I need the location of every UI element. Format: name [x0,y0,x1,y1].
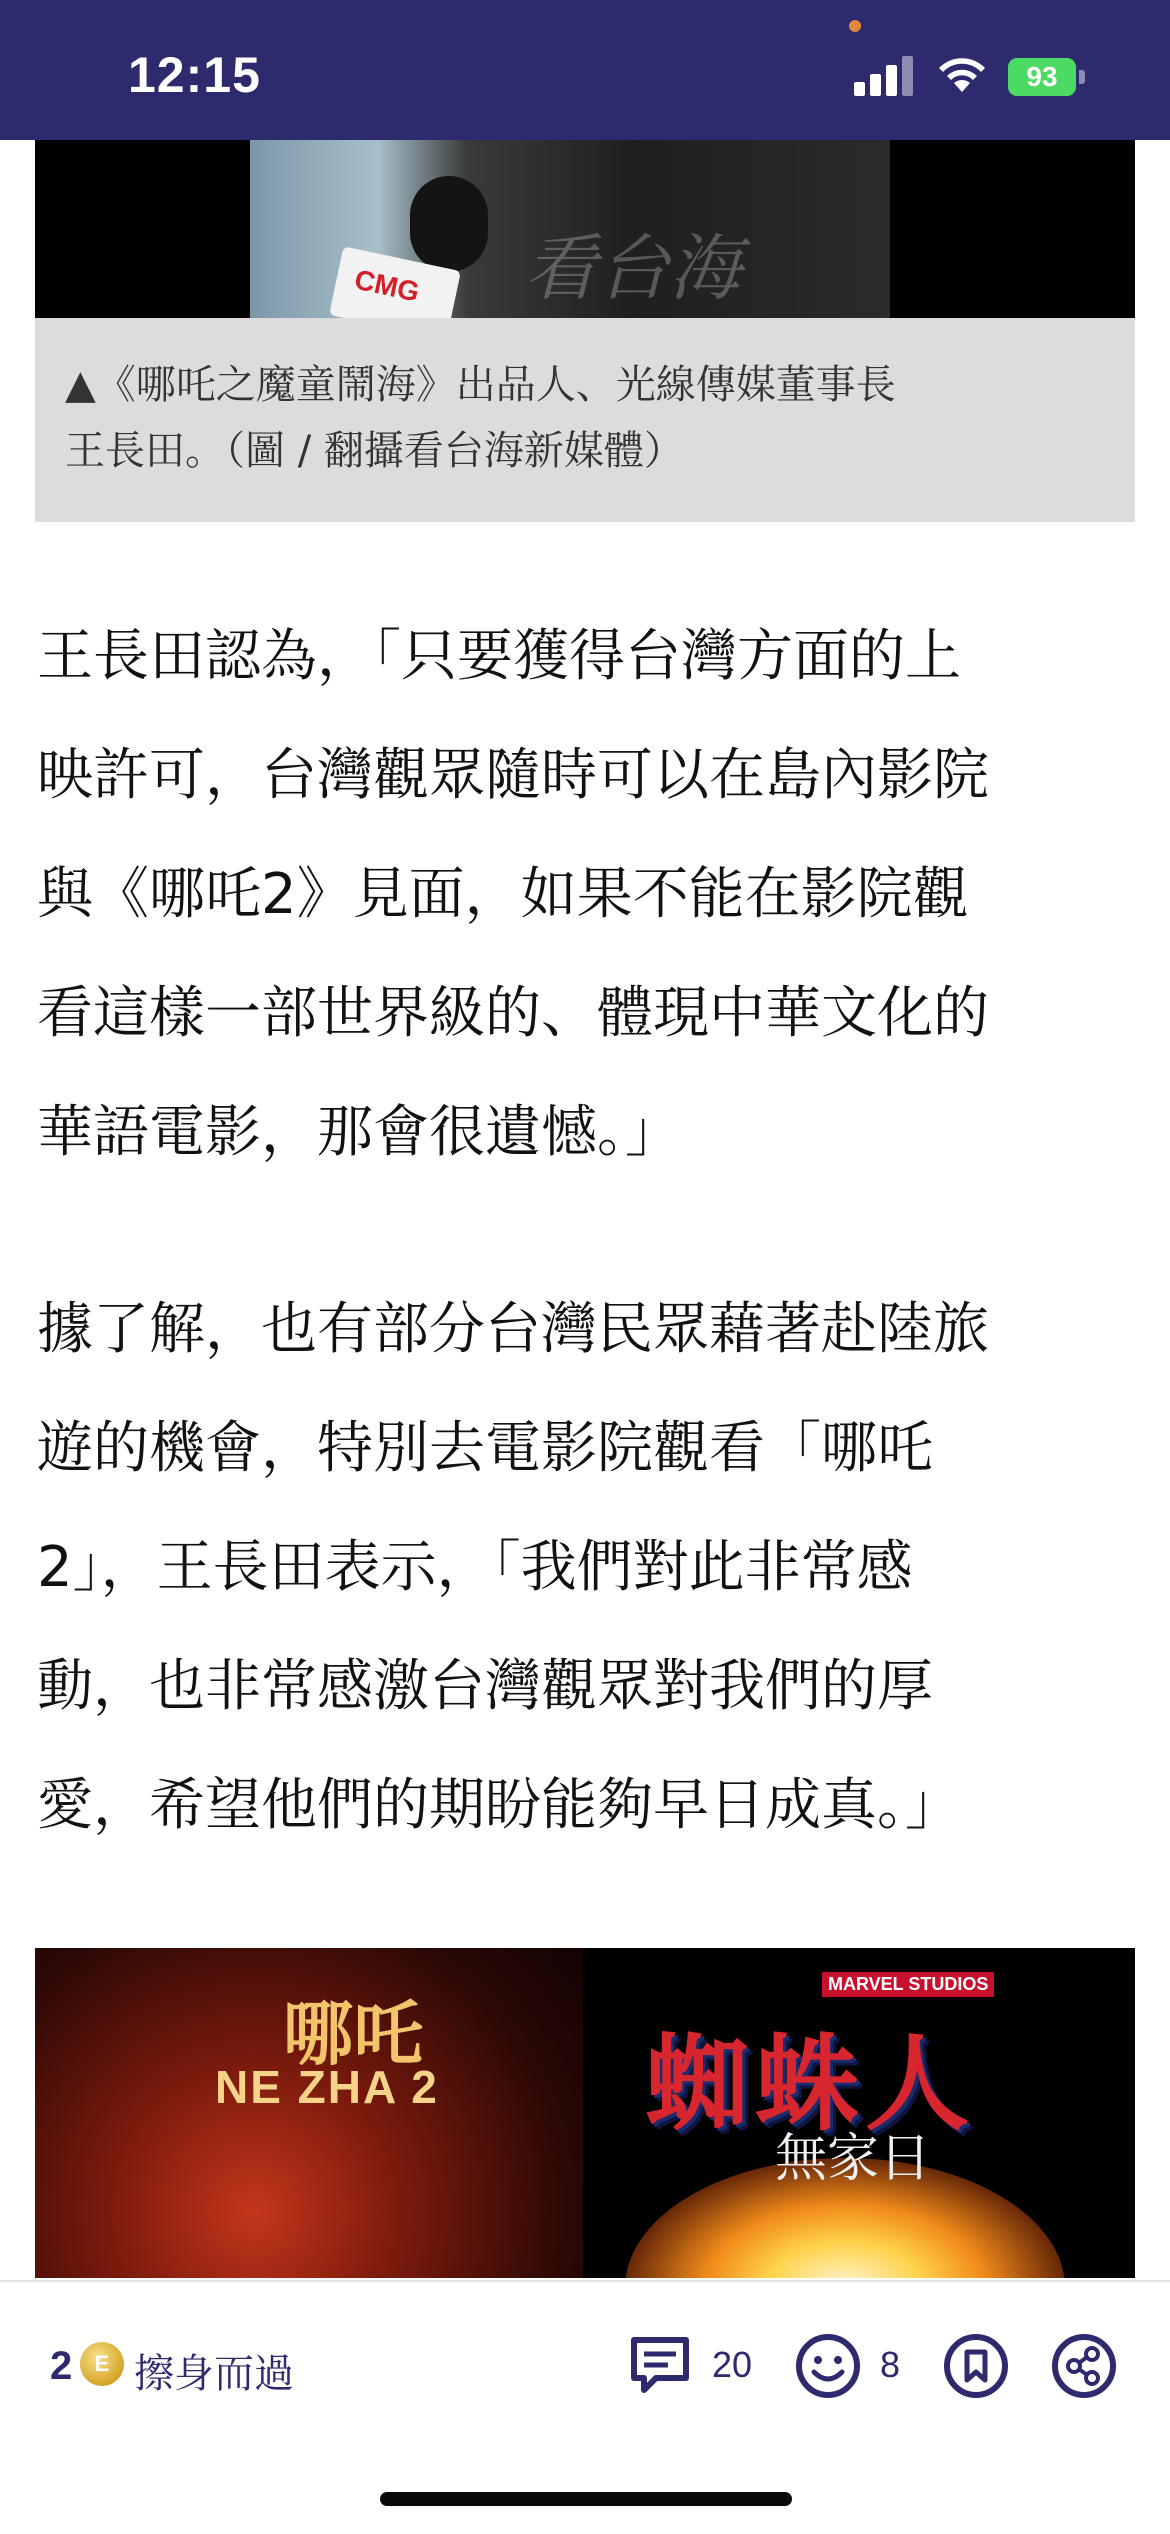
battery-icon [1008,58,1086,96]
paragraph-line: 華語電影，那會很遺憾。」 [37,1100,681,1165]
paragraph-line: 與《哪吒2》見面，如果不能在影院觀 [37,862,969,927]
paragraph-line: 看這樣一部世界級的、體現中華文化的 [37,981,989,1046]
marvel-logo: MARVEL STUDIOS [822,1972,994,1997]
status-time: 12:15 [128,47,261,103]
article-paragraph [37,1270,1137,1865]
smiley-icon[interactable] [794,2332,862,2400]
cellular-signal-icon [854,54,914,96]
caption-line: 王長田。（圖 / 翻攝看台海新媒體） [65,428,684,474]
nezha-title-cn: 哪吒 [283,1992,423,2075]
coin-symbol: E [94,2351,110,2376]
home-indicator[interactable] [380,2492,792,2506]
bookmark-icon[interactable] [942,2332,1010,2400]
microphone [410,176,488,272]
comment-count: 20 [712,2344,753,2385]
article-photo-top [35,140,1135,318]
photo-watermark: 看台海 [525,226,742,310]
paragraph-line: 動，也非常感激台灣觀眾對我們的厚 [37,1654,933,1719]
coin-icon[interactable] [80,2342,124,2386]
nezha-title-en: NE ZHA 2 [215,2061,439,2113]
caption-line: ▲《哪吒之魔童鬧海》出品人、光線傳媒董事長 [65,362,896,408]
battery-level: 93 [1008,58,1076,96]
paragraph-line: 據了解，也有部分台灣民眾藉著赴陸旅 [37,1297,989,1362]
tag-label[interactable]: 擦身而過 [134,2351,294,2397]
spiderman-title-cn: 蜘蛛人 [645,2023,976,2145]
photo-caption [35,318,1135,522]
reaction-count: 8 [880,2344,901,2385]
paragraph-line: 遊的機會，特別去電影院觀看「哪吒 [37,1416,933,1481]
mic-logo: CMG [351,263,423,308]
privacy-indicator-dot [849,20,861,32]
spiderman-subtitle-cn: 無家日 [775,2129,932,2189]
status-bar [0,0,1170,140]
coin-count[interactable]: 2 [50,2344,73,2388]
paragraph-line: 王長田認為，「只要獲得台灣方面的上 [37,624,961,689]
comment-icon[interactable] [626,2332,694,2400]
paragraph-line: 愛，希望他們的期盼能夠早日成真。」 [37,1773,961,1838]
wifi-icon [935,54,989,94]
share-icon[interactable] [1050,2332,1118,2400]
paragraph-line: 映許可，台灣觀眾隨時可以在島內影院 [37,743,989,808]
article-paragraph [37,597,1137,1192]
article-photo-posters [35,1948,1135,2278]
paragraph-line: 2」，王長田表示，「我們對此非常感 [37,1535,913,1600]
